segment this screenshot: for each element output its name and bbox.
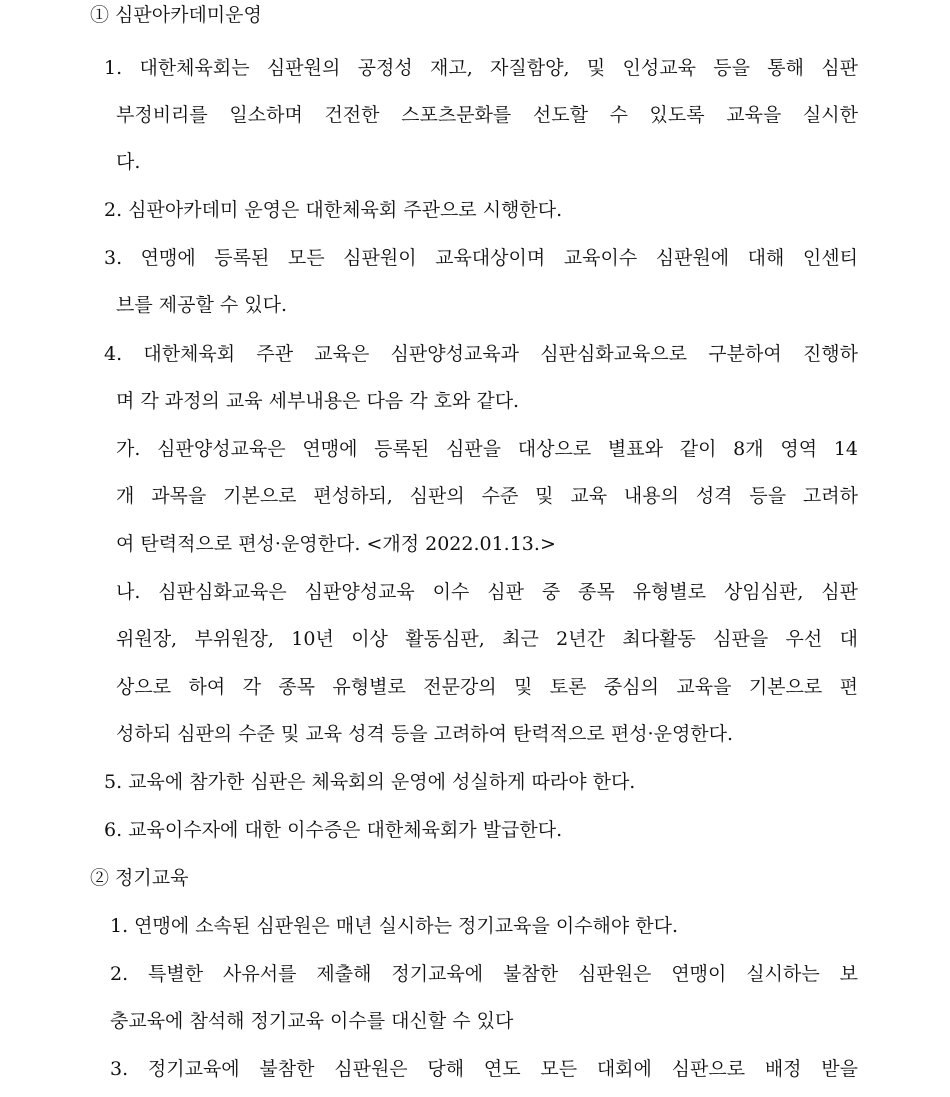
section-1-item-2: 2. 심판아카데미 운영은 대한체육회 주관으로 시행한다.: [104, 199, 563, 221]
section-2-heading: ② 정기교육: [90, 867, 189, 889]
section-2-item-2-line-1: 2. 특별한 사유서를 제출해 정기교육에 불참한 심판원은 연맹이 실시하는 보: [110, 963, 858, 985]
section-1-item-1-line-2: 부정비리를 일소하며 건전한 스포츠문화를 선도할 수 있도록 교육을 실시한: [116, 104, 858, 126]
section-1-item-3-line-1: 3. 연맹에 등록된 모든 심판원이 교육대상이며 교육이수 심판원에 대해 인센티: [104, 247, 858, 269]
sub-item-na-line-1: 나. 심판심화교육은 심판양성교육 이수 심판 중 종목 유형별로 상임심판, 심판: [116, 581, 858, 603]
section-1-item-4-line-1: 4. 대한체육회 주관 교육은 심판양성교육과 심판심화교육으로 구분하여 진행하: [104, 343, 858, 365]
sub-item-na-line-4: 성하되 심판의 수준 및 교육 성격 등을 고려하여 탄력적으로 편성·운영한다.: [116, 723, 734, 745]
section-2-item-2-line-2: 충교육에 참석해 정기교육 이수를 대신할 수 있다: [110, 1010, 514, 1032]
section-1-item-6: 6. 교육이수자에 대한 이수증은 대한체육회가 발급한다.: [104, 819, 563, 841]
section-1-item-1-line-1: 1. 대한체육회는 심판원의 공정성 재고, 자질함양, 및 인성교육 등을 통해 심판: [104, 57, 858, 79]
sub-item-ga-line-1: 가. 심판양성교육은 연맹에 등록된 심판을 대상으로 별표와 같이 8개 영역 14: [116, 438, 858, 460]
section-2-item-1: 1. 연맹에 소속된 심판원은 매년 실시하는 정기교육을 이수해야 한다.: [110, 915, 679, 937]
section-1-item-1-line-3: 다.: [116, 151, 141, 173]
section-2-item-3-line-1: 3. 정기교육에 불참한 심판원은 당해 연도 모든 대회에 심판으로 배정 받을: [110, 1058, 858, 1080]
sub-item-na-line-3: 상으로 하여 각 종목 유형별로 전문강의 및 토론 중심의 교육을 기본으로 편: [116, 676, 858, 698]
section-1-item-4-line-2: 며 각 과정의 교육 세부내용은 다음 각 호와 같다.: [116, 390, 520, 412]
sub-item-ga-line-2: 개 과목을 기본으로 편성하되, 심판의 수준 및 교육 내용의 성격 등을 고려하: [116, 485, 858, 507]
sub-item-na-line-2: 위원장, 부위원장, 10년 이상 활동심판, 최근 2년간 최다활동 심판을 우선 대: [116, 628, 858, 650]
section-1-heading: ① 심판아카데미운영: [90, 4, 262, 26]
section-1-item-5: 5. 교육에 참가한 심판은 체육회의 운영에 성실하게 따라야 한다.: [104, 771, 636, 793]
sub-item-ga-line-3: 여 탄력적으로 편성·운영한다. <개정 2022.01.13.>: [116, 533, 556, 555]
section-1-item-3-line-2: 브를 제공할 수 있다.: [116, 294, 287, 316]
